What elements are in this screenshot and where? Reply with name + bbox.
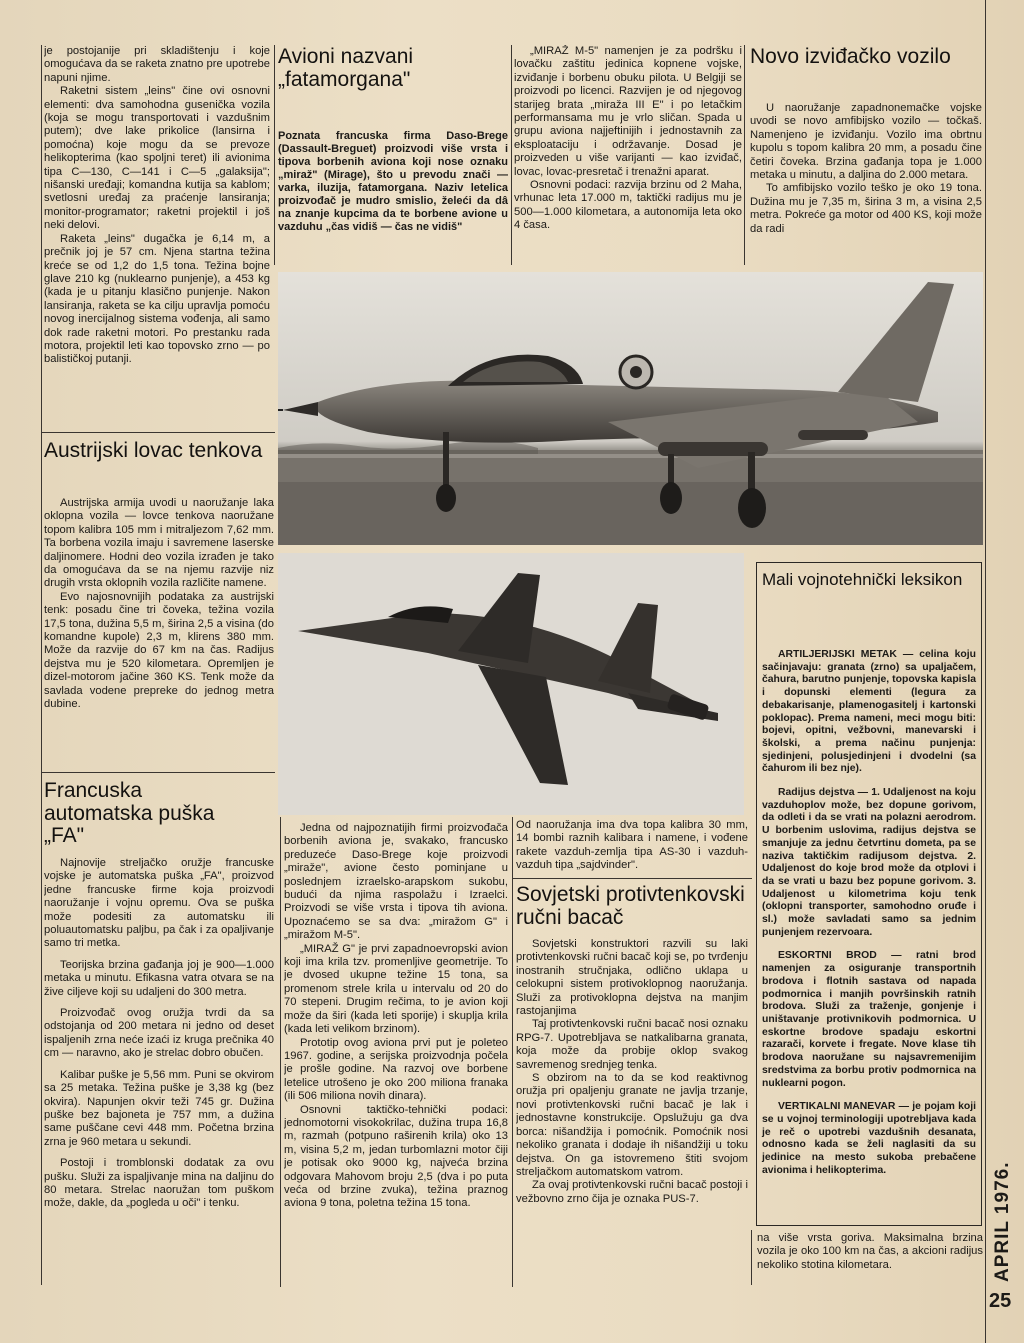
rpg-article [516,938,748,1284]
rpg-p4: Za ovaj protivtenkovski ručni bacač postoji i vežbovno zrno čija je oznaka PUS-7. [516,1179,748,1205]
col1-intro-p1: je postojanije pri skladištenju i koje omogućava da se raketa znatno pre upotrebe napuni njime. [44,45,270,84]
rifle-p2: Teorijska brzina gađanja joj je 900—1.000 metaka u minutu. Efikasna vatra otvara se na žive ciljeve koji su udaljeni do 300 metra. [44,958,274,998]
side-date: APRIL 1976. [992,1161,1013,1282]
column-rule-5 [512,817,513,1287]
leksikon-entry-brod: ESKORTNI BROD — ratni brod namenjen za osiguranje transportnih brodova i flotnih sastava od napada podmornica i manjih površinskih ratnih brodova. Služi za traženje, gonjenje i uništavanje protivnikovih podmornica. U eskortne brodove spadaju eskortni razarači, korvete i fregate. Nove klase tih brodova naoružane su najsavremenijim sredstvima za borbu protiv podmornica na nuklearni pogon. [762,950,976,1089]
rpg-p3: S obzirom na to da se kod reaktivnog oružja pri opaljenju granate ne javlja trzanje, novi protivtenkovski ručni bacač je lak i jednostavne konstrukcije. Opslužuju ga dva borca: nišandžija i pomoćnik. Pomoćnik nosi nekoliko granata i dodaje ih nišandžiji u toku dejstva. On ga istovremeno štiti svojom streljačkom automatskom vatrom. [516,1072,748,1178]
rifle-article [44,857,274,1287]
mirage-g-p1: Jedna od najpoznatijih firmi proizvođača borbenih aviona je, svakako, francusko preduzeće Daso-Brege koje proizvodi „miraže", avione često pominjane u poslednjem izraelsko-arapskom sukobu, budući da njima raspolažu i Izraelci. Proizvodi se više vrsta i tipova tih aviona. Upoznaćemo se sa dva: „miražom G" i „miražom M-5". [284,822,508,942]
mirage-g-photo [278,553,744,815]
column-rule-3 [744,45,745,265]
rpg-p1: Sovjetski konstruktori razvili su laki protivtenkovski ručni bacač koji se, po tvrđenju inostranih stručnjaka, odlično uklapa u celokupni sistem protivoklopnog naoružanja. Služi za protivoklopna dejstva na manjim rastojanjima [516,938,748,1018]
leksikon-entry-metak: ARTILJERIJSKI METAK — celina koju sačinjavaju: granata (zrno) sa upaljačem, čahura, barutno punjenje, topovska kapisla i dopunski elementi (legura za debakarisanje, plamenogasitelj i kartonski poklopac). Prema nameni, meci mogu biti: bojevi, opitni, vežbovni, manevarski i školski, a prema načinu punjenja: sjedinjeni, polusjedinjeni i dvodelni (sa čahurom ili bez nje). [762,649,976,775]
mirage-g-p3: Prototip ovog aviona prvi put je poleteo 1967. godine, a serijska proizvodnja počela je prošle godine. Na razvoj ove borbene letelice utrošeno je oko 200 miliona franaka (ili 506 miliona novih dinara). [284,1036,508,1103]
armament-text [516,819,748,881]
rifle-p1: Najnovije streljačko oružje francuske vojske je automatska puška „FA", proizvod jedne francuske firme koja proizvodi naoružanje i vojnu opremu. Ova se puška može podesiti za automatsku ili poluautomatsku paljbu, pa čak i za opaljivanje samo tri metka. [44,857,274,950]
column-rule-2 [511,45,512,265]
rifle-p4: Kalibar puške je 5,56 mm. Puni se okvirom sa 25 metaka. Težina puške je 3,38 kg (bez okvira). Napunjen okvir teži 745 gr. Dužina puške bez bajoneta je 757 mm, a dužina same puščane cevi 448 mm. Početna brzina zrna je 960 metara u sekundi. [44,1068,274,1148]
armament-p: Od naoružanja ima dva topa kalibra 30 mm, 14 bombi raznih kalibara i namene, i vođene rakete vazduh-zemlja tipa AS-30 i vazduh-vazduh tipa „sajdvinder". [516,819,748,872]
vozilo-headline: Novo izviđačko vozilo [750,45,951,68]
mirage-5-photo [278,272,983,545]
leksikon-entry-manevar: VERTIKALNI MANEVAR — je pojam koji se u vojnoj terminologiji upotrebljava kada je reč o upotrebi vazdušnih desanata, odnosno kada se želi naglasiti da su jedinice na mesto sukoba prebačene avionima i helikopterima. [762,1101,976,1176]
rifle-p3: Proizvođač ovog oružja tvrdi da sa odstojanja od 200 metara ni jedno od deset ispaljenih zrna neće izaći iz kruga prečnika 40 cm — naravno, ako je strelac dobro obučen. [44,1007,274,1060]
vozilo-tail [757,1232,983,1286]
mirage-m5-p2: Osnovni podaci: razvija brzinu od 2 Maha, vrhunac leta 17.000 m, taktički radijus mu je 500—1.000 kilometara, a autonomija leta oko 4 časa. [514,179,742,232]
mirage-g-p2: „MIRAŽ G" je prvi zapadnoevropski avion koji ima krila tzv. promenljive geometrije. To je dvosed ukupne težine 15 tona, sa promenom strele krila u intervalu od 20 do 70 stepeni. Drugim rečima, to je avion koji može da širi (kada leti sporije) i skuplja krila (kada leti velikom brzinom). [284,942,508,1036]
tank-p1: Austrijska armija uvodi u naoružanje laka oklopna vozila — lovce tenkova naoružane topom kalibra 105 mm i mitraljezom 7,62 mm. Ta borbena vozila imaju i savremene laserske daljinomere. Hodni deo vozila izrađen je tako da omogućava da se na njemu razvije niz drugih vrsta oklopnih vozila različite namene. [44,497,274,590]
leksikon-entry-radijus: Radijus dejstva — 1. Udaljenost na koju vazduhoplov može, bez dopune gorivom, da odleti i da se vrati na polazni aerodrom. U borbenim uslovima, radijus dejstva se smanjuje za jednu četvrtinu dometa, pa se naziva taktičkim radijusom dejstva. 2. Udaljenost do koje brod može da otplovi i da se vrati u bazu bez popune gorivom. 3. Udaljenost u kilometrima koju tenk (oklopni transporter, samohodno oruđe i sl.) može savladati samo sa jednim punjenjem rezervoara. [762,787,976,938]
mirage-g-article [284,822,508,1284]
mirage-g-p4: Osnovni taktičko-tehnički podaci: jednomotorni visokokrilac, dužina trupa 16,8 m, razmah (potpuno raširenih krila) oko 13 m, visina 5,2 m, jedan turbomlazni motor čiji je potisak oko 9000 kg, najveća brzina odgovara Mahovom broju 2,5 (dva i po puta veća od brzine zvuka), težina praznog aviona 9 tona, poletna težina 15 tona. [284,1103,508,1210]
avioni-headline: Avioni nazvani „fatamorgana" [278,45,414,91]
section-rule-tank [41,432,275,433]
column-rule-6 [751,1230,752,1285]
page-edge-rule [985,0,986,1343]
leksikon-entries [762,649,976,1221]
vozilo-p2: To amfibijsko vozilo teško je oko 19 tona. Dužina mu je 7,35 m, širina 3 m, a visina 2,5 metra. Pokreće ga motor od 400 KS, koji može da radi [750,182,982,235]
vozilo-article [750,102,982,267]
section-rule-rifle [41,772,275,773]
rifle-headline: Francuska automatska puška „FA" [44,779,215,848]
mirage-5-ground-image [278,272,983,545]
avioni-deck: Poznata francuska firma Daso-Brege (Dassault-Breguet) proizvodi više vrsta i tipova borbenih aviona koji nose oznaku „miraž" (Mirage), što u prevodu znači — varka, iluzija, fatamorgana. Naziv letelica proizvođač je mudro smislio, želeći da dâ na znanje kupcima da te borbene avione u vazduhu „čas vidiš — čas ne vidiš" [278,130,508,233]
tank-article [44,497,274,762]
leksikon-headline: Mali vojnotehnički leksikon [762,570,963,589]
col1-intro-p3: Raketa „leins" dugačka je 6,14 m, a prečnik joj je 57 cm. Njena startna težina kreće se od 1,2 do 1,5 tona. Težina bojne glave 210 kg (nuklearno punjenje), a 453 kg (kada je u pitanju klasično punjenje. Nakon lansiranja, raketa se ka cilju upravlja pomoću novog inercijalnog sistema vođenja, ali samo dok rade raketni motori. Po prestanku rada motora, projektil leti kao topovsko zrno — po balističkoj putanji. [44,232,270,366]
vozilo-p1: U naoružanje zapadnonemačke vojske uvodi se novo amfibijsko vozilo — točkaš. Namenjeno je izviđanju. Vozilo ima obrtnu kupolu s topom kalibra 20 mm, a posadu čine četiri čoveka. Brzina gađanja topa je 1.000 metaka u minutu, a daljina do 2.000 metara. [750,102,982,182]
tank-headline: Austrijski lovac tenkova [44,439,263,462]
col1-intro-p2: Raketni sistem „leins" čine ovi osnovni elementi: dva samohodna gusenička vozila (koja se mogu transportovati i vazdušnim putem); dve lake prikolice (lansirna i pomoćna) koje mogu da se prevoze helikopterima (kao spoljni teret) ili avionima tipa C—130, C—141 i C—5 „galaksija"; nišanski uređaji; komandna kutija sa kablom; svetlosni uređaj za praćenje lansiranja; monitor-programator; raketni projektil i još neki delovi. [44,85,270,232]
mirage-m5-text [514,45,742,267]
rifle-p5: Postoji i tromblonski dodatak za ovu pušku. Služi za ispaljivanje mina na daljinu do 80 metara. Strelac naoružan tom puškom može, dakle, da „pogleda u oči" i tenku. [44,1157,274,1210]
page-number: 25 [989,1290,1012,1312]
rpg-p2: Taj protivtenkovski ručni bacač nosi oznaku RPG-7. Upotrebljava se natkalibarna granata, koja može da probije oklop svakog savremenog srednjeg tenka. [516,1018,748,1071]
tank-p2: Evo najosnovnijih podataka za austrijski tenk: posadu čine tri čoveka, težina vozila 17,5 tona, dužina 5,5 m, širina 2,5 a visina (do komandne kupole) 2,3 m, klirens 380 mm. Može da razvije do 67 km na čas. Radijus dejstva mu je 520 kilometara. Opremljen je dizel-motorom jačine 360 KS. Tenk može da savlada vodene prepreke do jednog metra dubine. [44,590,274,711]
column-rule-1 [274,45,275,265]
col1-intro [44,45,270,425]
column-rule-left [41,45,42,1285]
mirage-g-flight-image [278,553,744,815]
vozilo-tail-p: na više vrsta goriva. Maksimalna brzina vozila je oko 100 km na čas, a akcioni radijus nekoliko stotina kilometara. [757,1232,983,1271]
mirage-m5-p1: „MIRAŽ M-5" namenjen je za podršku i lovačku zaštitu jedinica kopnene vojske, izviđanje i borbenu obuku pilota. U Belgiji se proizvodi po licenci. Razvijen je od njegovog starijeg brata „miraža III E" i po letačkim performansama mu je vrlo sličan. Spada u grupu aviona najjeftinijih i jednostavnih za eksploataciju i održavanje. Dosad je proizveden u više varijanti — kao izviđač, lovac, lovac-presretač i trenažni aparat. [514,45,742,178]
column-rule-4 [280,817,281,1287]
rpg-headline: Sovjetski protivtenkovski ručni bacač [516,883,745,929]
